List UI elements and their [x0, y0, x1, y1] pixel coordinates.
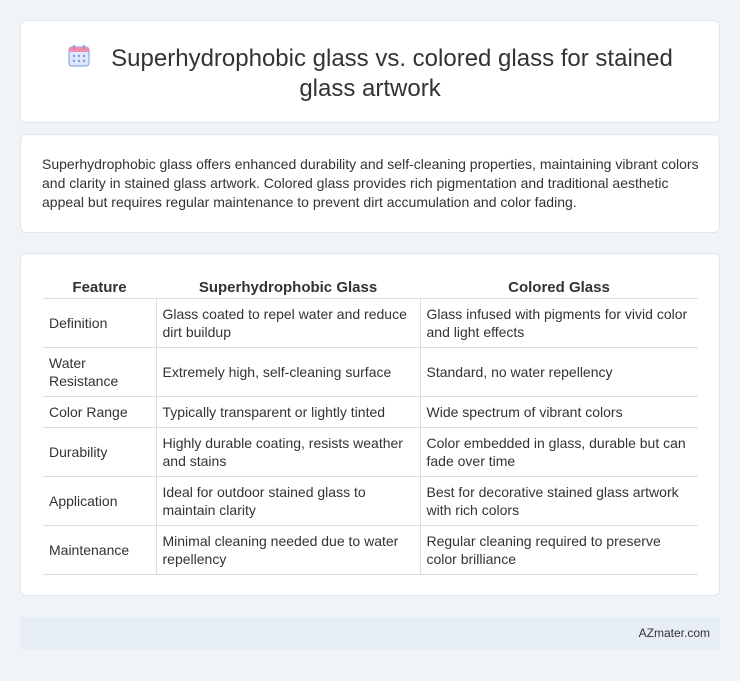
- calendar-icon: [67, 44, 91, 68]
- feature-cell: Definition: [43, 298, 156, 347]
- feature-cell: Color Range: [43, 396, 156, 427]
- summary-text: Superhydrophobic glass offers enhanced durability and self-cleaning properties, maintaining vibrant colors and clarity in stained glass artwork. Colored glass provides rich pigmentation and traditional aesthetic appeal but requires regular maintenance to prevent dirt accumulation and color fading.: [42, 156, 699, 210]
- feature-cell: Water Resistance: [43, 347, 156, 396]
- table-row: [43, 396, 698, 427]
- page-title: [21, 44, 719, 104]
- header-colored-glass: Colored Glass: [420, 278, 698, 298]
- comparison-table: [43, 278, 698, 575]
- footer-brand: AZmater.com: [638, 626, 710, 640]
- colored-cell: Best for decorative stained glass artwork with rich colors: [420, 476, 698, 525]
- superhydrophobic-cell: Glass coated to repel water and reduce dirt buildup: [156, 298, 420, 347]
- superhydrophobic-cell: Ideal for outdoor stained glass to maintain clarity: [156, 476, 420, 525]
- feature-cell: Application: [43, 476, 156, 525]
- superhydrophobic-cell: Highly durable coating, resists weather and stains: [156, 427, 420, 476]
- table-row: [43, 347, 698, 396]
- table-row: [43, 476, 698, 525]
- colored-cell: Glass infused with pigments for vivid color and light effects: [420, 298, 698, 347]
- page-title-text: Superhydrophobic glass vs. colored glass for stained glass artwork: [111, 45, 673, 102]
- table-row: [43, 298, 698, 347]
- table-header-row: [43, 278, 698, 298]
- footer-bar: [20, 617, 720, 649]
- colored-cell: Regular cleaning required to preserve color brilliance: [420, 525, 698, 574]
- header-feature: Feature: [43, 278, 156, 298]
- superhydrophobic-cell: Extremely high, self-cleaning surface: [156, 347, 420, 396]
- table-row: [43, 427, 698, 476]
- title-card: [20, 20, 720, 123]
- header-superhydrophobic-glass: Superhydrophobic Glass: [156, 278, 420, 298]
- superhydrophobic-cell: Minimal cleaning needed due to water repellency: [156, 525, 420, 574]
- feature-cell: Durability: [43, 427, 156, 476]
- colored-cell: Color embedded in glass, durable but can fade over time: [420, 427, 698, 476]
- summary-card: [20, 134, 720, 233]
- colored-cell: Wide spectrum of vibrant colors: [420, 396, 698, 427]
- colored-cell: Standard, no water repellency: [420, 347, 698, 396]
- feature-cell: Maintenance: [43, 525, 156, 574]
- superhydrophobic-cell: Typically transparent or lightly tinted: [156, 396, 420, 427]
- comparison-card: [20, 253, 720, 596]
- table-row: [43, 525, 698, 574]
